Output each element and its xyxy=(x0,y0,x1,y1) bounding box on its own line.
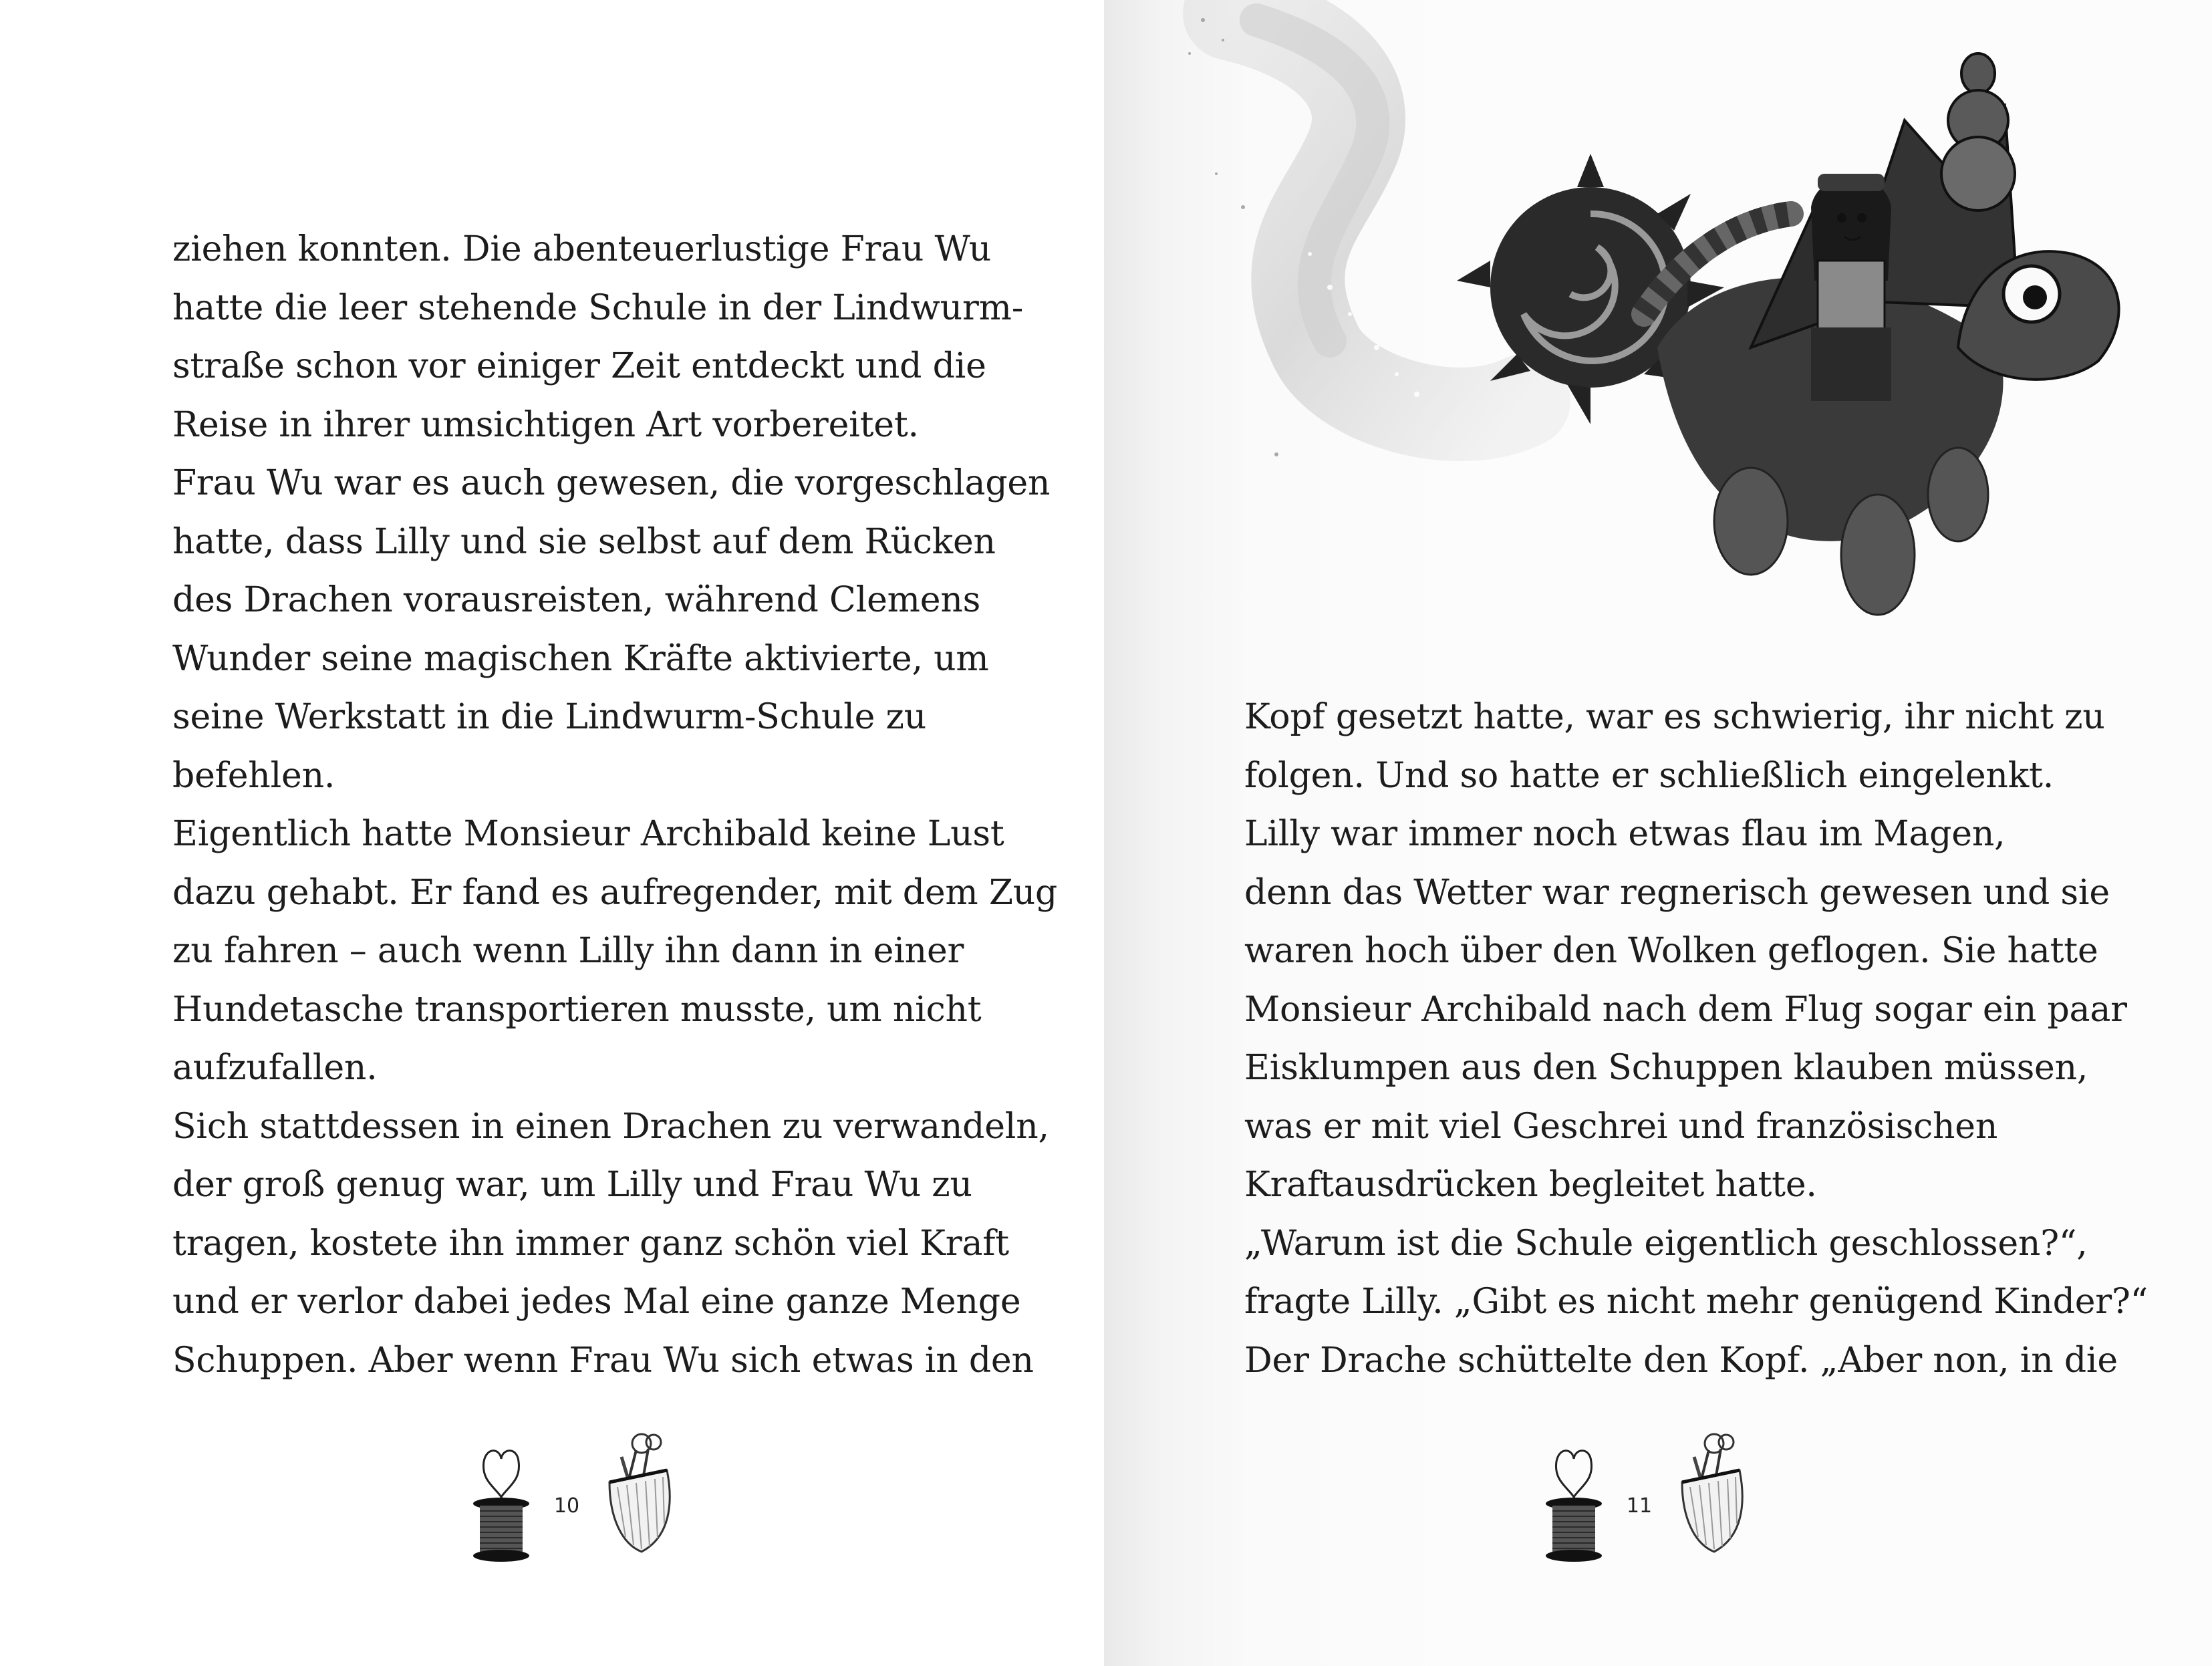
page-footer xyxy=(461,1423,688,1570)
text-line: hatte, dass Lilly und sie selbst auf dem Rücken xyxy=(172,521,996,562)
left-page xyxy=(0,0,1104,1666)
sewing-pouch-icon xyxy=(595,1423,682,1564)
page-number: 11 xyxy=(1626,1494,1653,1518)
text-line: Wunder seine magischen Kräfte aktivierte, um xyxy=(172,638,989,679)
text-line: seine Werkstatt in die Lindwurm-Schule zu xyxy=(172,697,927,737)
text-line: tragen, kostete ihn immer ganz schön viel Kraft xyxy=(172,1223,1010,1264)
text-line: und er verlor dabei jedes Mal eine ganze Menge xyxy=(172,1282,1021,1322)
text-line: Reise in ihrer umsichtigen Art vorbereitet. xyxy=(172,404,919,445)
text-line: des Drachen vorausreisten, während Clemens xyxy=(172,580,981,620)
page-number: 10 xyxy=(553,1494,580,1518)
text-line: Kraftausdrücken begleitet hatte. xyxy=(1244,1165,1817,1205)
text-line: waren hoch über den Wolken geflogen. Sie hatte xyxy=(1244,931,2098,971)
sewing-pouch-icon xyxy=(1667,1423,1754,1564)
text-line: Hundetasche transportieren musste, um nicht xyxy=(172,989,982,1030)
text-line: Eisklumpen aus den Schuppen klauben müssen, xyxy=(1244,1048,2088,1088)
text-line: „Warum ist die Schule eigentlich geschlossen?“, xyxy=(1244,1223,2088,1264)
text-line: Eigentlich hatte Monsieur Archibald keine Lust xyxy=(172,814,1004,854)
text-line: dazu gehabt. Er fand es aufregender, mit dem Zug xyxy=(172,872,1058,913)
text-line: ziehen konnten. Die abenteuerlustige Frau Wu xyxy=(172,229,991,269)
text-line: Kopf gesetzt hatte, war es schwierig, ihr nicht zu xyxy=(1244,697,2105,737)
text-line: straße schon vor einiger Zeit entdeckt und die xyxy=(172,346,986,386)
text-line: Sich stattdessen in einen Drachen zu verwandeln, xyxy=(172,1106,1049,1147)
right-page-text xyxy=(1244,688,2148,1390)
left-page-text xyxy=(172,221,1057,1390)
text-line: Frau Wu war es auch gewesen, die vorgeschlagen xyxy=(172,463,1051,503)
text-line: denn das Wetter war regnerisch gewesen und sie xyxy=(1244,872,2110,913)
text-line: aufzufallen. xyxy=(172,1048,378,1088)
text-line: folgen. Und so hatte er schließlich eingelenkt. xyxy=(1244,755,2054,796)
text-line: Lilly war immer noch etwas flau im Magen, xyxy=(1244,814,2006,854)
dragon-with-riders-illustration xyxy=(1176,0,2132,655)
text-line: Monsieur Archibald nach dem Flug sogar ein paar xyxy=(1244,989,2127,1030)
text-line: fragte Lilly. „Gibt es nicht mehr genügend Kinder?“ xyxy=(1244,1282,2149,1322)
page-footer xyxy=(1534,1423,1761,1570)
thread-spool-heart-icon xyxy=(461,1433,541,1570)
text-line: befehlen. xyxy=(172,755,335,796)
thread-spool-heart-icon xyxy=(1534,1433,1614,1570)
text-line: was er mit viel Geschrei und französischen xyxy=(1244,1106,1998,1147)
text-line: Der Drache schüttelte den Kopf. „Aber non, in die xyxy=(1244,1340,2118,1381)
text-line: Schuppen. Aber wenn Frau Wu sich etwas in den xyxy=(172,1340,1034,1381)
text-line: hatte die leer stehende Schule in der Lindwurm- xyxy=(172,287,1024,328)
text-line: der groß genug war, um Lilly und Frau Wu zu xyxy=(172,1165,972,1205)
text-line: zu fahren – auch wenn Lilly ihn dann in einer xyxy=(172,931,964,971)
